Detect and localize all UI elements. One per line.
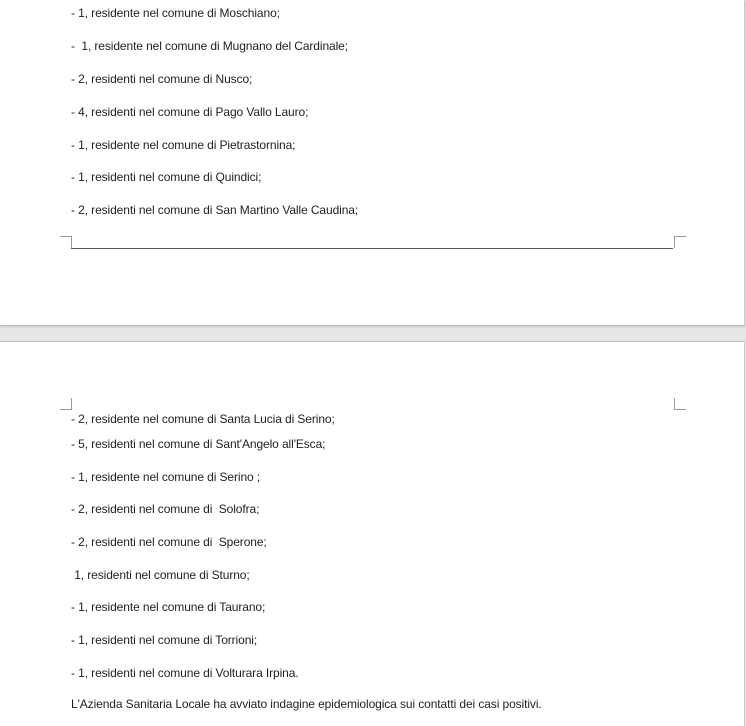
list-item: - 1, residente nel comune di Mugnano del Cardinale; xyxy=(71,39,348,53)
list-item: - 2, residenti nel comune di Solofra; xyxy=(71,502,260,516)
footer-rule xyxy=(71,248,673,249)
margin-corner-bottom-right xyxy=(674,236,686,248)
list-item: - 1, residenti nel comune di Quindici; xyxy=(71,170,262,184)
margin-corner-top-left xyxy=(60,398,72,410)
body-paragraph: L'Azienda Sanitaria Locale ha avviato indagine epidemiologica sui contatti dei casi positivi. xyxy=(71,697,542,711)
list-item: - 1, residenti nel comune di Torrioni; xyxy=(71,633,258,647)
list-item: 1, residenti nel comune di Sturno; xyxy=(71,568,250,582)
list-item: - 5, residenti nel comune di Sant'Angelo all'Esca; xyxy=(71,437,326,451)
list-item: - 1, residente nel comune di Moschiano; xyxy=(71,6,280,20)
list-item: - 2, residenti nel comune di Sperone; xyxy=(71,535,267,549)
document-page-1 xyxy=(0,0,745,326)
list-item: - 2, residente nel comune di Santa Lucia di Serino; xyxy=(71,412,335,426)
list-item: - 1, residente nel comune di Taurano; xyxy=(71,600,266,614)
list-item: - 4, residenti nel comune di Pago Vallo Lauro; xyxy=(71,105,309,119)
margin-corner-top-right xyxy=(674,398,686,410)
document-page-2 xyxy=(0,341,745,726)
list-item: - 1, residente nel comune di Pietrastornina; xyxy=(71,138,296,152)
list-item: - 2, residenti nel comune di Nusco; xyxy=(71,72,253,86)
list-item: - 2, residenti nel comune di San Martino Valle Caudina; xyxy=(71,203,359,217)
list-item: - 1, residente nel comune di Serino ; xyxy=(71,470,261,484)
margin-corner-bottom-left xyxy=(60,236,72,248)
list-item: - 1, residenti nel comune di Volturara Irpina. xyxy=(71,666,299,680)
